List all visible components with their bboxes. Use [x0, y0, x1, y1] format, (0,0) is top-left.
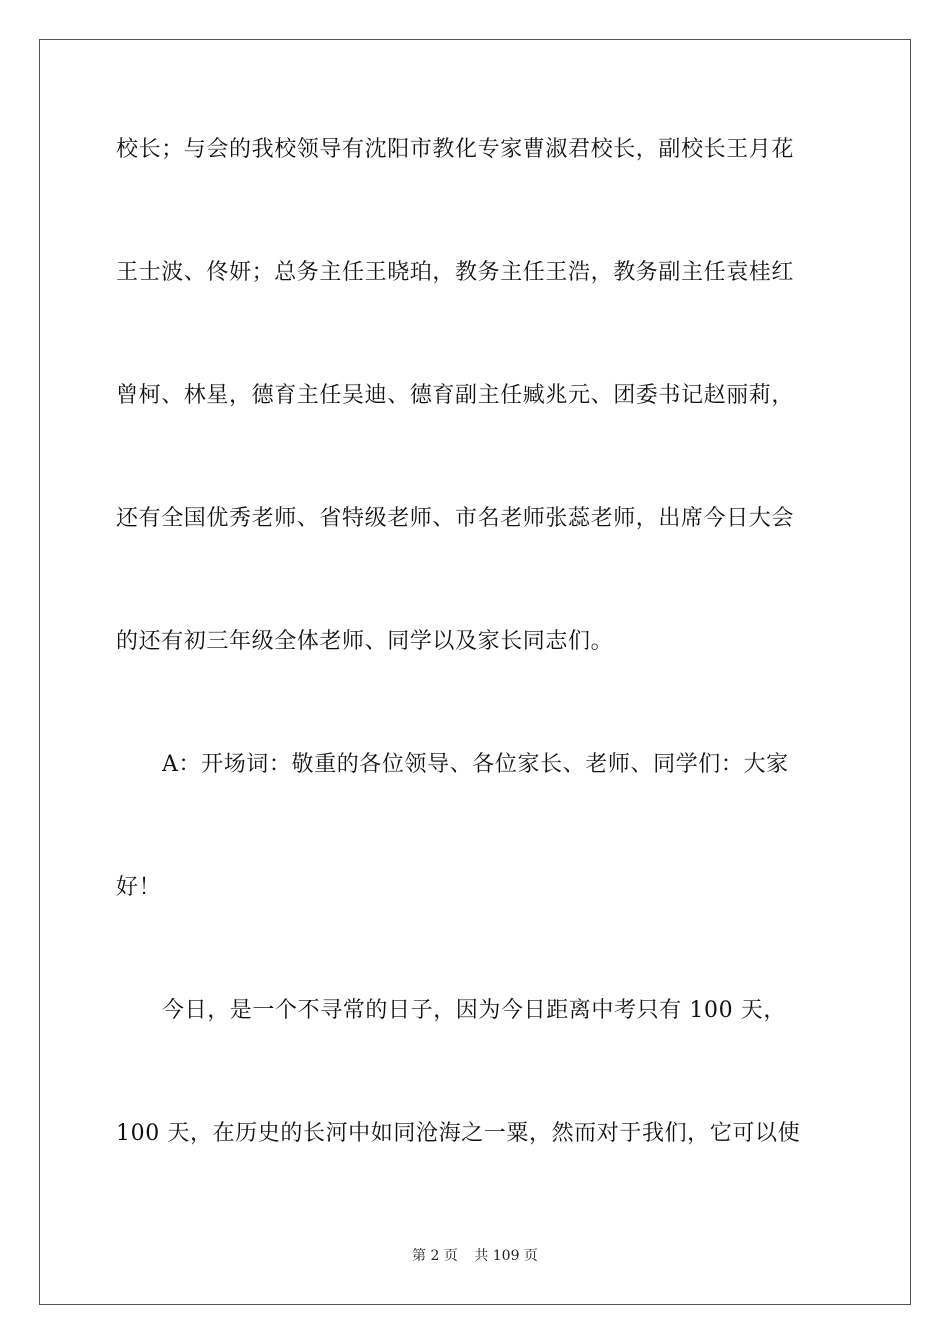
page-number: 第 2 页	[412, 1248, 458, 1264]
body-text-line: 今日，是一个不寻常的日子，因为今日距离中考只有 100 天，	[162, 998, 786, 1023]
body-text-line: 100 天，在历史的长河中如同沧海之一粟，然而对于我们，它可以使	[116, 1121, 801, 1146]
total-pages: 共 109 页	[474, 1248, 538, 1264]
body-text-line: 校长；与会的我校领导有沈阳市教化专家曹淑君校长，副校长王月花	[116, 137, 795, 162]
body-text-line: A：开场词：敬重的各位领导、各位家长、老师、同学们：大家	[162, 752, 789, 777]
page-footer	[0, 1246, 950, 1266]
body-text-line: 还有全国优秀老师、省特级老师、市名老师张蕊老师，出席今日大会	[116, 506, 795, 531]
body-text-line: 王士波、佟妍；总务主任王晓珀，教务主任王浩，教务副主任袁桂红	[116, 260, 795, 285]
body-text-line: 好！	[116, 875, 162, 900]
body-text-line: 的还有初三年级全体老师、同学以及家长同志们。	[116, 629, 614, 654]
page-frame	[39, 39, 911, 1305]
body-text-line: 曾柯、林星，德育主任吴迪、德育副主任臧兆元、团委书记赵丽莉，	[116, 383, 795, 408]
